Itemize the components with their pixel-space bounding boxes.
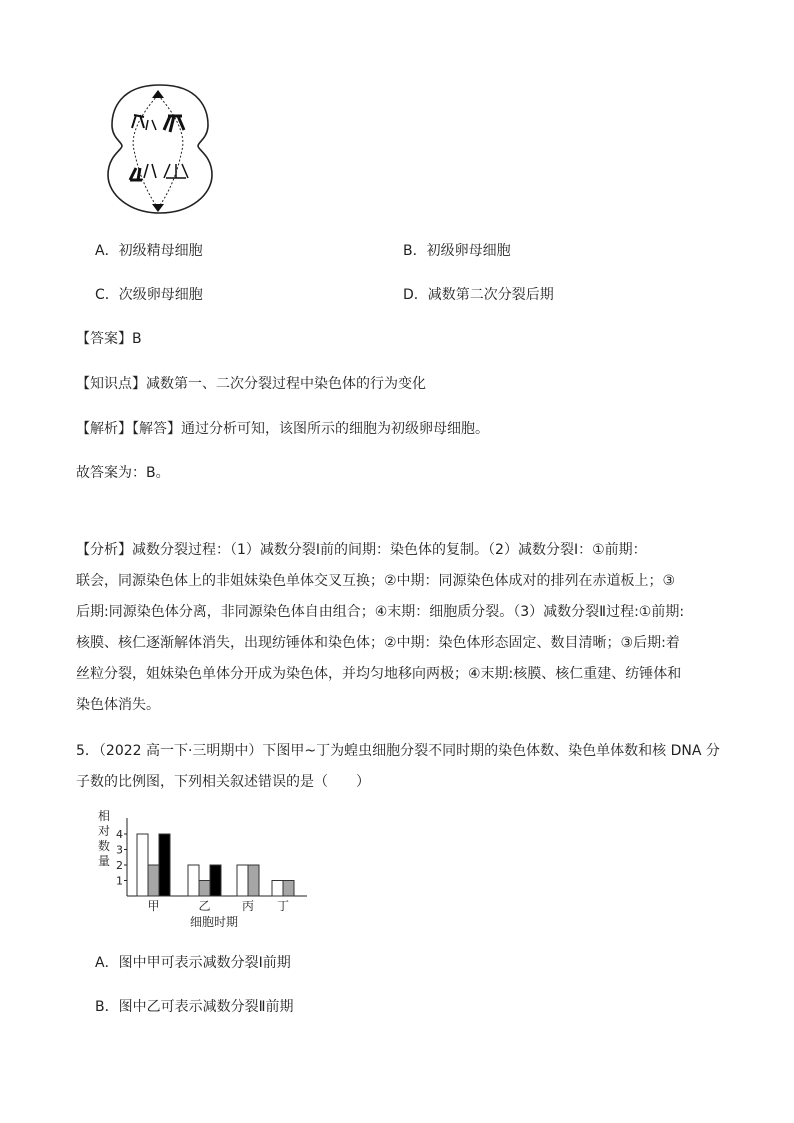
chromosome-group-bottom [130,164,188,180]
option-d: D．减数第二次分裂后期 [403,287,554,303]
bar-丁-series-2 [283,881,294,897]
category-label-丁: 丁 [277,899,290,913]
bar-甲-series-2 [148,865,159,896]
bar-乙-series-3 [210,865,221,896]
y-label-2: 对 [98,824,111,838]
spindle [133,95,183,208]
bar-甲-series-3 [159,834,170,896]
question-5-stem: 5．（2022 高一下·三明期中）下图甲~丁为蝗虫细胞分裂不同时期的染色体数、染色单体数和核 DNA 分 子数的比例图，下列相关叙述错误的是（ ） [76,743,720,790]
option-a: A．初级精母细胞 [95,243,203,259]
chromosome-group-top [132,115,184,132]
y-label-4: 量 [98,854,111,868]
explanation: 【解析】【解答】通过分析可知，该图所示的细胞为初级卵母细胞。 [76,421,489,437]
y-tick-label: 4 [116,828,123,841]
centrosome-bottom [152,204,164,212]
cell-diagram [100,80,220,220]
y-label-1: 相 [98,809,111,823]
bar-甲-series-1 [137,834,148,896]
x-axis-label: 细胞时期 [190,915,239,929]
option-c: C．次级卵母细胞 [95,287,203,303]
bar-乙-series-1 [188,865,199,896]
y-tick-label: 3 [116,843,123,857]
cell-membrane [108,85,212,213]
y-label-3: 数 [98,839,111,853]
analysis-paragraph: 【分析】减数分裂过程：（1）减数分裂Ⅰ前的间期：染色体的复制。（2）减数分裂Ⅰ：①前期： 联会，同源染色体上的非姐妹染色单体交叉互换；②中期：同源染色体成对的排列在赤道板上；③ 后期:同源染色体分离，非同源染色体自由组合；④末期：细胞质分裂。（3）减数分裂Ⅱ过程:①前期: 核膜、核仁逐渐解体消失，出现纺锤体和染色体；②中期：染色体形态固定、数目清晰；③后期:着 丝粒分裂，姐妹染色单体分开成为染色体，并均匀地移向两极；④末期:核膜、核仁重建、纺锤体和 染色体消失。 [76,542,685,713]
bar-丁-series-1 [272,881,283,897]
knowledge-point: 【知识点】减数第一、二次分裂过程中染色体的行为变化 [76,376,426,392]
answer-line: 【答案】B [76,331,142,347]
y-tick-label: 2 [116,859,123,872]
category-label-甲: 甲 [147,899,160,913]
bar-丙-series-2 [248,865,259,896]
bar-乙-series-2 [199,881,210,897]
category-label-乙: 乙 [198,899,211,913]
q5-option-b: B．图中乙可表示减数分裂Ⅱ前期 [95,999,294,1015]
conclusion: 故答案为：B。 [76,465,170,481]
y-tick-label: 1 [116,874,123,888]
bar-chart [92,808,317,933]
category-label-丙: 丙 [242,899,255,913]
centrosome-top [152,90,164,98]
option-b: B．初级卵母细胞 [403,243,511,259]
bar-丙-series-1 [237,865,248,896]
q5-option-a: A．图中甲可表示减数分裂Ⅰ前期 [95,955,291,971]
